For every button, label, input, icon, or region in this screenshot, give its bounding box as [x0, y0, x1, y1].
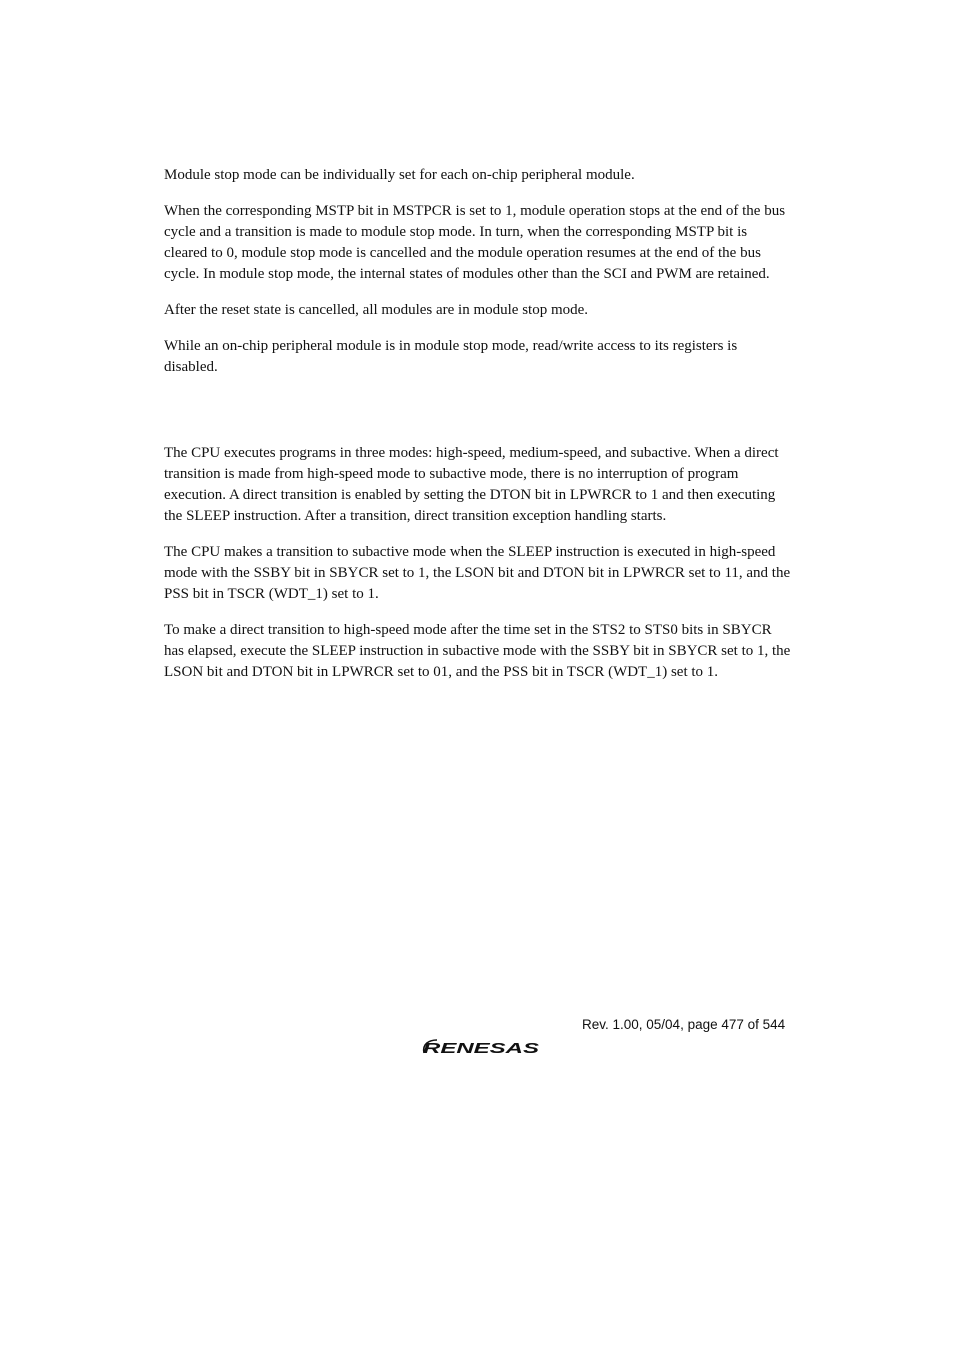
logo-wordmark: RENESAS [423, 1040, 539, 1057]
paragraph-register-access: While an on-chip peripheral module is in module stop mode, read/write access to its registers is disabled. [164, 338, 738, 375]
page-revision-footer: Rev. 1.00, 05/04, page 477 of 544 [582, 1017, 786, 1032]
paragraph-reset-state: After the reset state is cancelled, all modules are in module stop mode. [164, 302, 589, 318]
page-content [164, 165, 794, 698]
paragraph-high-speed-transition: To make a direct transition to high-speed mode after the time set in the STS2 to STS0 bits in SBYCR has elapsed, execute the SLEEP instruction in subactive mode with the SSBY bit in SBYCR set to 1, the LSON bit and DTON bit in LPWRCR set to 01, and the PSS bit in TSCR (WDT_1) set to 1. [164, 622, 791, 680]
section-gap [164, 393, 794, 443]
renesas-logo [421, 1034, 543, 1058]
paragraph-cpu-modes: The CPU executes programs in three modes: high-speed, medium-speed, and subactive. When a direct transition is made from high-speed mode to subactive mode, there is no interruption of program execution. A direct transition is enabled by setting the DTON bit in LPWRCR to 1 and then executing the SLEEP instruction. After a transition, direct transition exception handling starts. [164, 445, 779, 524]
paragraph-subactive-transition: The CPU makes a transition to subactive mode when the SLEEP instruction is executed in high-speed mode with the SSBY bit in SBYCR set to 1, the LSON bit and DTON bit in LPWRCR set to 11, and the PSS bit in TSCR (WDT_1) set to 1. [164, 544, 791, 602]
paragraph-module-stop-intro: Module stop mode can be individually set for each on-chip peripheral module. [164, 167, 635, 183]
paragraph-mstp-bit: When the corresponding MSTP bit in MSTPCR is set to 1, module operation stops at the end of the bus cycle and a transition is made to module stop mode. In turn, when the corresponding MSTP bit is cleared to 0, module stop mode is cancelled and the module operation resumes at the end of the bus cycle. In module stop mode, the internal states of modules other than the SCI and PWM are retained. [164, 203, 786, 282]
